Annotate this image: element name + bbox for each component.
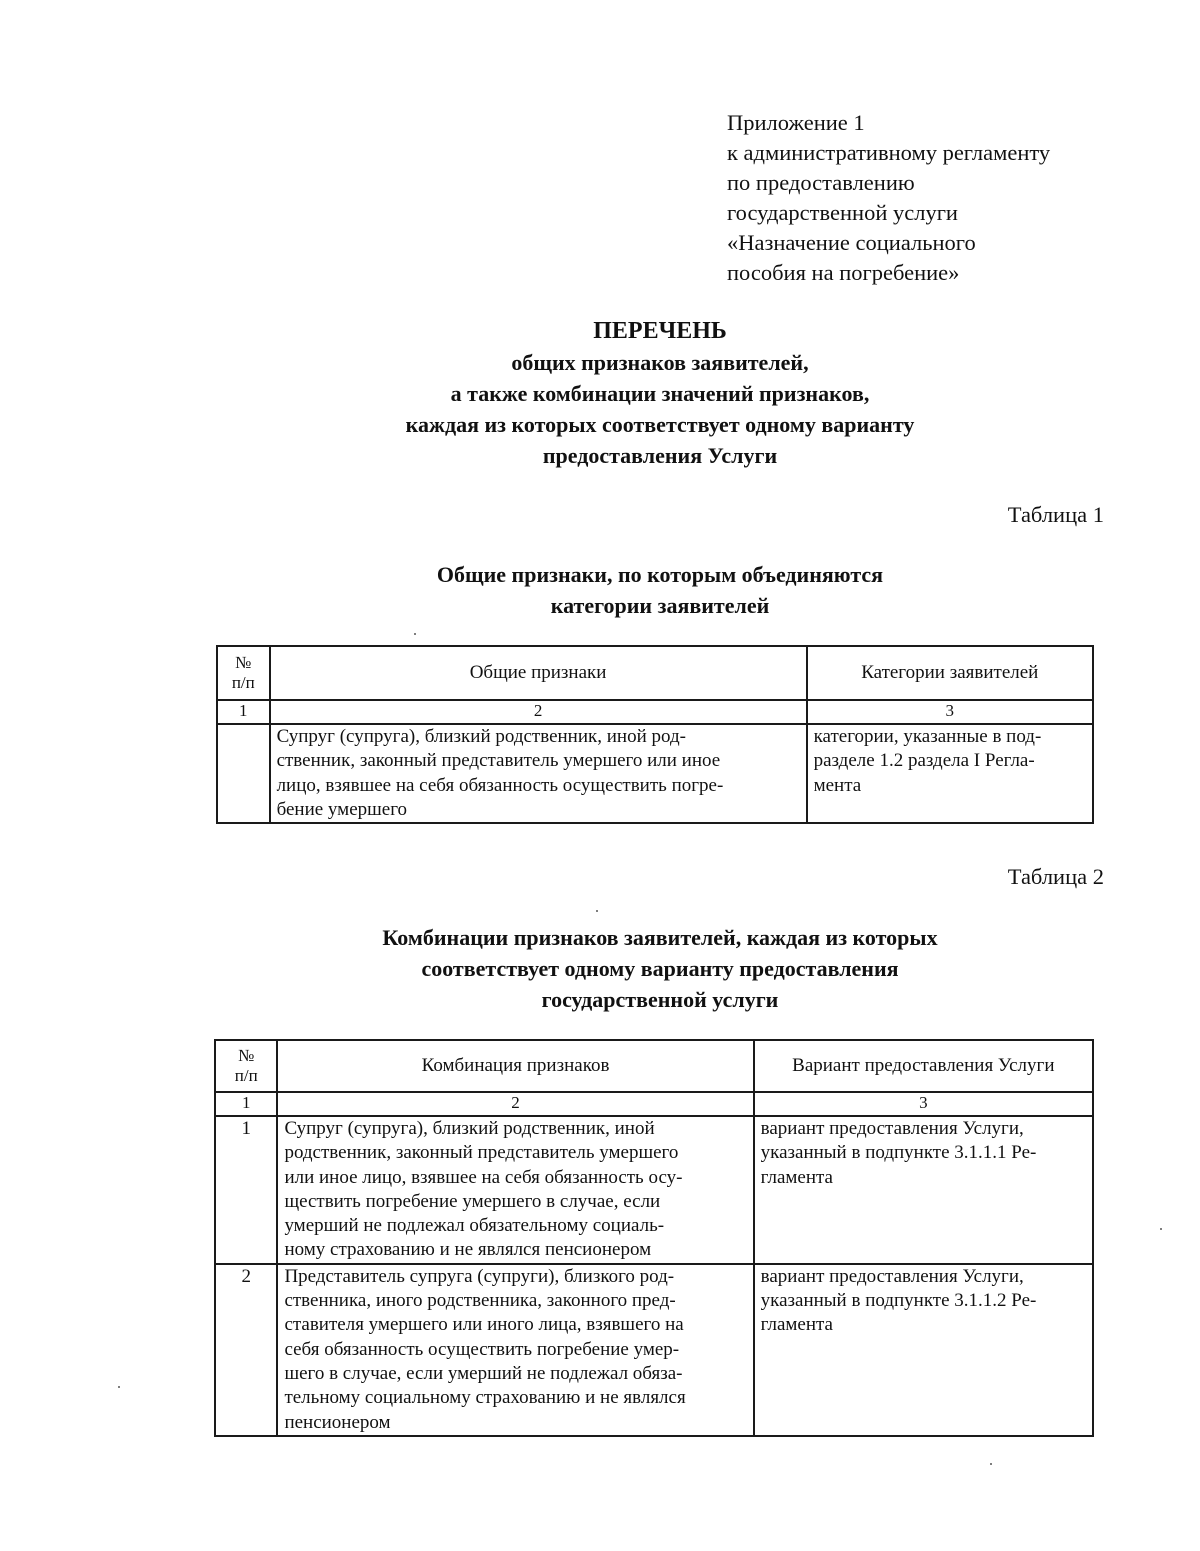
index-cell: 2 [277,1092,753,1116]
scan-speck [118,1386,120,1388]
category-text [807,724,1093,823]
index-cell: 2 [270,700,807,724]
header-num-line: п/п [234,1066,258,1085]
table-index-row [217,700,1093,724]
text-line: категории, указанные в под- [813,726,1042,747]
scan-speck [596,910,598,912]
text-line: родственник, законный представитель умершего [284,1142,679,1164]
text-line: или иное лицо, взявшее на себя обязанность осу- [284,1166,683,1188]
appendix-line: к административному регламенту [727,140,1051,165]
document-title [200,316,1120,471]
header-num-line: № [235,653,252,672]
row-number: 2 [215,1264,277,1436]
text-line: бение умершего [276,798,408,820]
text-line: ставителя умершего или иного лица, взявшего на [284,1314,684,1336]
variant-text [754,1264,1093,1436]
text-line: указанный в подпункте 3.1.1.2 Ре- [760,1290,1037,1312]
table2-label: Таблица 2 [1007,864,1104,889]
table-row [217,724,1093,823]
combination-text [277,1116,753,1264]
text-line: тельному социальному страхованию и не являлся [284,1387,686,1409]
header-num-line: № [238,1046,255,1065]
appendix-line: Приложение 1 [727,110,865,135]
document-title-line: общих признаков заявителей, [511,350,809,375]
document-title-line: а также комбинации значений признаков, [450,381,870,406]
text-line: гламента [760,1314,833,1336]
scan-speck [990,1463,992,1465]
text-line: пенсионером [284,1411,391,1433]
combination-text [277,1264,753,1436]
table2 [214,1039,1094,1437]
text-line: разделе 1.2 раздела I Регла- [813,750,1035,772]
table1-title-line: категории заявителей [550,593,770,618]
index-cell: 1 [217,700,270,724]
text-line: себя обязанность осуществить погребение умер- [284,1338,680,1360]
table1-title [200,559,1120,621]
text-line: вариант предоставления Услуги, [760,1265,1024,1287]
table1-label: Таблица 1 [1007,502,1104,527]
document-title-line: предоставления Услуги [542,443,778,468]
appendix-line: пособия на погребение» [727,260,960,285]
header-cell-features: Общие признаки [270,646,807,700]
table-row [215,1264,1093,1436]
appendix-line: государственной услуги [727,200,958,225]
text-line: лицо, взявшее на себя обязанность осуществить погре- [276,774,724,796]
table2-title-line: соответствует одному варианту предоставления [421,956,899,981]
table1 [216,645,1094,824]
index-cell: 1 [215,1092,277,1116]
scan-speck [1160,1228,1162,1230]
text-line: Супруг (супруга), близкий родственник, иной род- [276,726,686,747]
header-num-line: п/п [231,673,255,692]
text-line: ному страхованию и не являлся пенсионером [284,1239,652,1261]
header-cell-num [215,1040,277,1092]
header-cell-categories: Категории заявителей [807,646,1093,700]
header-cell-num [217,646,270,700]
header-cell-combination: Комбинация признаков [277,1040,753,1092]
text-line: Супруг (супруга), близкий родственник, иной [284,1118,655,1139]
document-title-line: ПЕРЕЧЕНЬ [593,318,727,344]
text-line: ществить погребение умершего в случае, если [284,1190,661,1212]
table-row [215,1116,1093,1264]
text-line: указанный в подпункте 3.1.1.1 Ре- [760,1142,1037,1164]
index-cell: 3 [754,1092,1093,1116]
table1-title-line: Общие признаки, по которым объединяются [436,562,884,587]
text-line: мента [813,774,862,796]
text-line: умерший не подлежал обязательному социаль- [284,1215,665,1237]
row-number: 1 [215,1116,277,1264]
text-line: шего в случае, если умерший не подлежал обяза- [284,1362,683,1384]
row-number [217,724,270,823]
feature-text [270,724,807,823]
index-cell: 3 [807,700,1093,724]
variant-text [754,1116,1093,1264]
appendix-line: «Назначение социального [727,230,976,255]
table-header-row [217,646,1093,700]
appendix-header [727,108,1050,288]
table-index-row [215,1092,1093,1116]
appendix-line: по предоставлению [727,170,915,195]
text-line: гламента [760,1166,833,1188]
header-cell-variant: Вариант предоставления Услуги [754,1040,1093,1092]
table2-title-line: Комбинации признаков заявителей, каждая из которых [382,925,938,950]
table2-title-line: государственной услуги [541,987,779,1012]
document-title-line: каждая из которых соответствует одному варианту [405,412,915,437]
scan-speck [414,633,416,635]
table-header-row [215,1040,1093,1092]
text-line: ственник, законный представитель умершего или иное [276,750,721,772]
text-line: вариант предоставления Услуги, [760,1118,1024,1139]
text-line: ственника, иного родственника, законного пред- [284,1290,676,1312]
table2-title [200,922,1120,1015]
text-line: Представитель супруга (супруги), близкого род- [284,1265,675,1287]
